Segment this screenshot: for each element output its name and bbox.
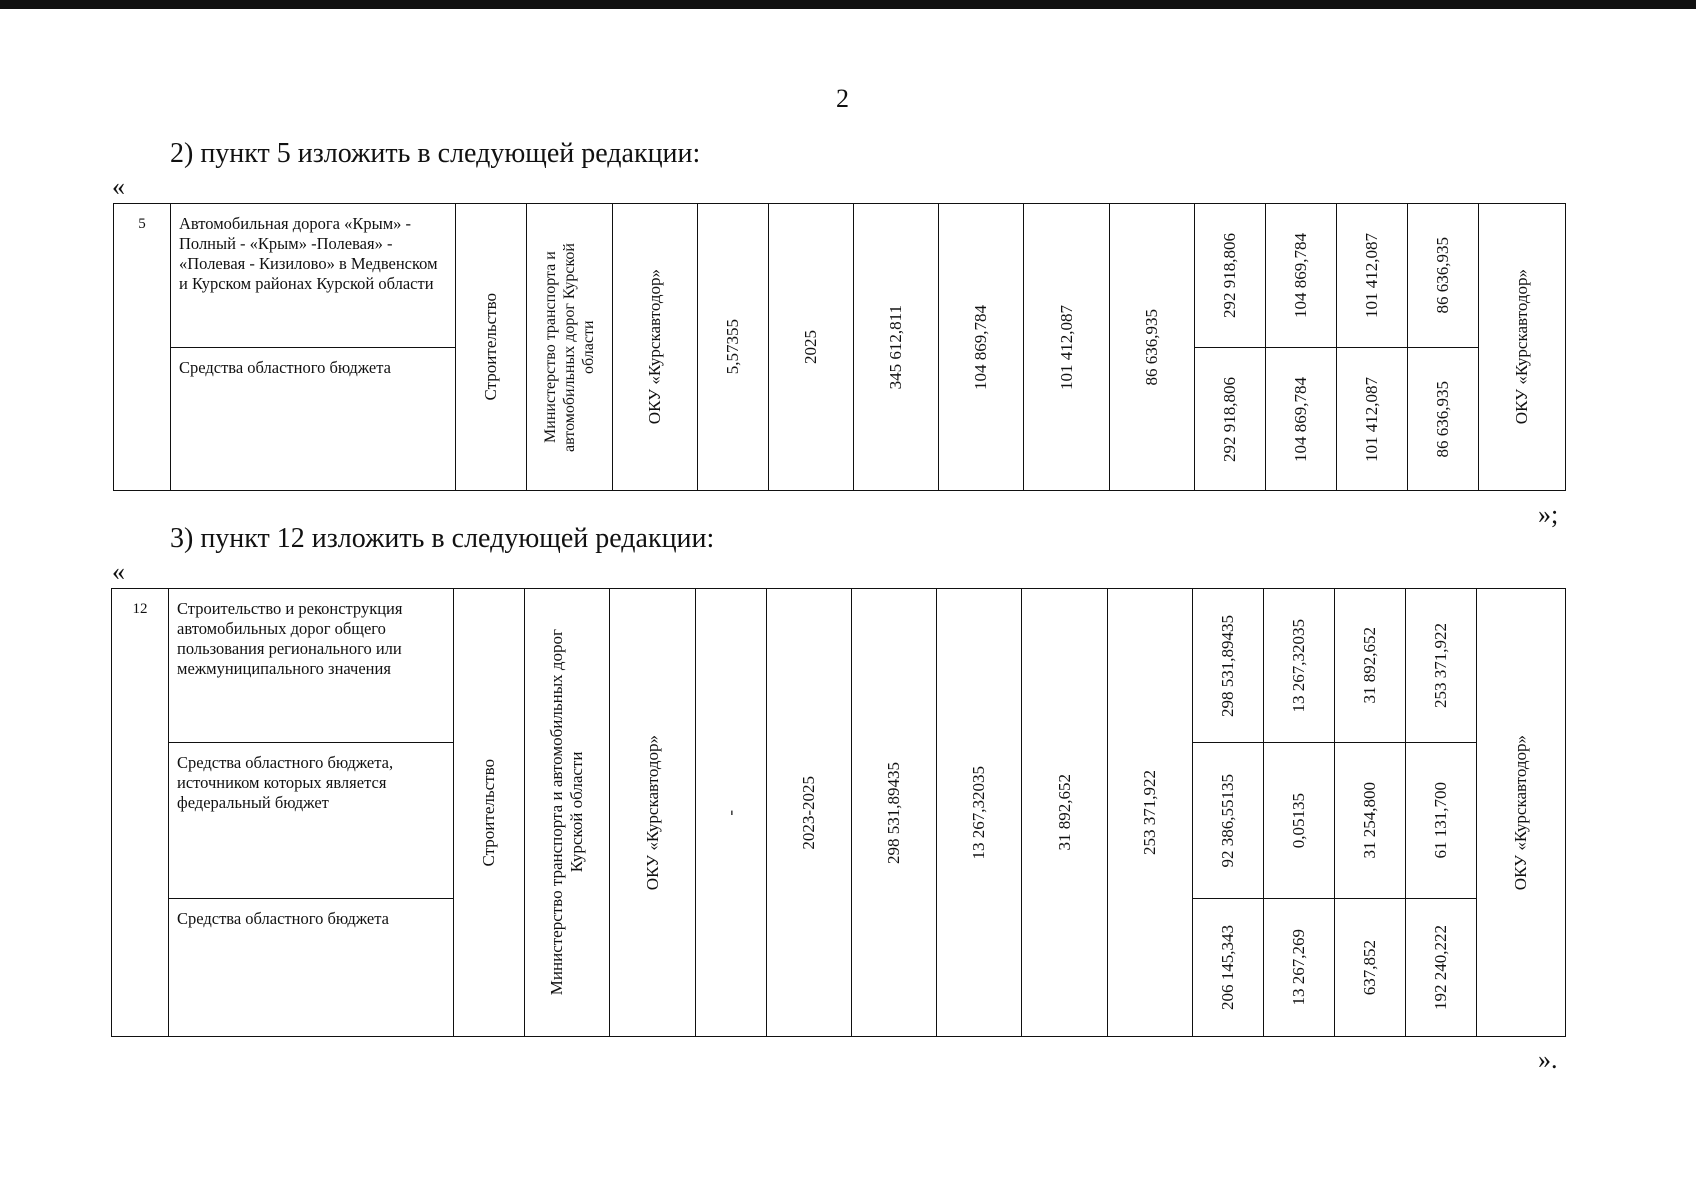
- section-3-close-quote: ».: [1538, 1045, 1558, 1074]
- customer: ОКУ «Курскавтодор»: [645, 269, 664, 425]
- total-cost: 298 531,89435: [884, 761, 903, 864]
- top-value-cell: [1264, 589, 1335, 743]
- section-2-open-quote: «: [112, 172, 125, 201]
- customer: ОКУ «Курскавтодор»: [642, 734, 662, 891]
- top-value-cell: [1406, 589, 1477, 743]
- bottom-value: 86 636,935: [1433, 380, 1452, 458]
- total-cost-cell: [852, 589, 937, 1037]
- mid-value-cell: [1264, 743, 1335, 899]
- funding-source: Средства областного бюджета: [171, 348, 456, 491]
- top-value: 86 636,935: [1433, 237, 1452, 314]
- value-col9-cell: [1024, 204, 1110, 491]
- years-cell: [769, 204, 854, 491]
- total-cost-cell: [854, 204, 939, 491]
- mid-value-cell: [1335, 743, 1406, 899]
- top-value: 13 267,32035: [1289, 618, 1308, 713]
- executor: ОКУ «Курскавтодор»: [1511, 734, 1530, 891]
- capacity-cell: [698, 204, 769, 491]
- work-type: Строительство: [479, 758, 498, 867]
- section-2-close-quote: »;: [1538, 500, 1559, 529]
- value-col9: 31 892,652: [1054, 774, 1074, 851]
- work-type-cell: [454, 589, 525, 1037]
- bottom-value-cell: [1266, 348, 1337, 491]
- bottom-value: 292 918,806: [1220, 376, 1239, 462]
- bottom-value: 104 869,784: [1291, 376, 1310, 462]
- scan-top-border: [0, 0, 1696, 9]
- bottom-value-cell: [1406, 899, 1477, 1037]
- capacity: -: [721, 809, 740, 816]
- bottom-value: 206 145,343: [1218, 925, 1237, 1010]
- bottom-value-cell: [1264, 899, 1335, 1037]
- value-col10-cell: [1110, 204, 1195, 491]
- bottom-value-cell: [1195, 348, 1266, 491]
- top-value: 31 892,652: [1360, 627, 1379, 704]
- top-value: 298 531,89435: [1218, 614, 1237, 717]
- value-col9: 101 412,087: [1056, 304, 1076, 390]
- customer-cell: [613, 204, 698, 491]
- item-number: 12: [112, 589, 169, 1037]
- value-col10: 253 371,922: [1140, 770, 1159, 855]
- value-col8: 104 869,784: [971, 304, 990, 390]
- executor-cell: [1479, 204, 1566, 491]
- bottom-value: 637,852: [1360, 939, 1379, 996]
- ministry: Министерство транспорта и автомобильных дорог Курской области: [547, 629, 586, 996]
- customer-cell: [610, 589, 696, 1037]
- bottom-value-cell: [1335, 899, 1406, 1037]
- work-type: Строительство: [481, 293, 500, 401]
- ministry-cell: [527, 204, 613, 491]
- bottom-value-cell: [1193, 899, 1264, 1037]
- total-cost: 345 612,811: [886, 304, 905, 390]
- capacity: 5,57355: [723, 319, 742, 375]
- top-value-cell: [1337, 204, 1408, 348]
- value-col10: 86 636,935: [1142, 308, 1161, 386]
- mid-value: 92 386,55135: [1218, 773, 1237, 868]
- item-number: 5: [114, 204, 171, 491]
- bottom-value-cell: [1337, 348, 1408, 491]
- item-5-table: [113, 203, 1566, 491]
- top-value: 104 869,784: [1291, 233, 1310, 318]
- ministry-cell: [525, 589, 610, 1037]
- mid-value: 0,05135: [1289, 792, 1308, 849]
- bottom-value: 13 267,269: [1289, 929, 1308, 1006]
- funding-source-regional: Средства областного бюджета: [169, 899, 454, 1037]
- executor: ОКУ «Курскавтодор»: [1512, 269, 1531, 425]
- top-value: 253 371,922: [1431, 623, 1450, 708]
- work-type-cell: [456, 204, 527, 491]
- executor-cell: [1477, 589, 1566, 1037]
- value-col8-cell: [939, 204, 1024, 491]
- capacity-cell: [696, 589, 767, 1037]
- bottom-value-cell: [1408, 348, 1479, 491]
- top-value: 292 918,806: [1220, 233, 1239, 318]
- top-value: 101 412,087: [1362, 233, 1381, 318]
- years: 2023-2025: [799, 775, 818, 850]
- page-number: 2: [836, 84, 849, 113]
- value-col8: 13 267,32035: [969, 765, 988, 860]
- bottom-value: 101 412,087: [1362, 376, 1381, 462]
- mid-value-cell: [1193, 743, 1264, 899]
- value-col10-cell: [1108, 589, 1193, 1037]
- years-cell: [767, 589, 852, 1037]
- top-value-cell: [1195, 204, 1266, 348]
- section-3-open-quote: «: [112, 557, 125, 586]
- section-3-heading: 3) пункт 12 изложить в следующей редакции:: [170, 523, 715, 554]
- mid-value: 61 131,700: [1431, 782, 1450, 859]
- top-value-cell: [1193, 589, 1264, 743]
- mid-value: 31 254,800: [1360, 782, 1379, 859]
- top-value-cell: [1335, 589, 1406, 743]
- ministry: Министерство транспорта и автомобильных дорог Курской области: [542, 242, 597, 452]
- years: 2025: [801, 330, 820, 364]
- object-name: Автомобильная дорога «Крым» - Полный - «Крым» -Полевая» - «Полевая - Кизилово» в Медвенском и Курском районах Курской области: [171, 204, 456, 348]
- bottom-value: 192 240,222: [1431, 925, 1450, 1010]
- mid-value-cell: [1406, 743, 1477, 899]
- item-12-table: [111, 588, 1566, 1037]
- object-name: Строительство и реконструкция автомобильных дорог общего пользования регионального или межмуниципального значения: [169, 589, 454, 743]
- top-value-cell: [1408, 204, 1479, 348]
- top-value-cell: [1266, 204, 1337, 348]
- value-col9-cell: [1022, 589, 1108, 1037]
- funding-source-federal: Средства областного бюджета, источником которых является федеральный бюджет: [169, 743, 454, 899]
- value-col8-cell: [937, 589, 1022, 1037]
- section-2-heading: 2) пункт 5 изложить в следующей редакции:: [170, 138, 701, 169]
